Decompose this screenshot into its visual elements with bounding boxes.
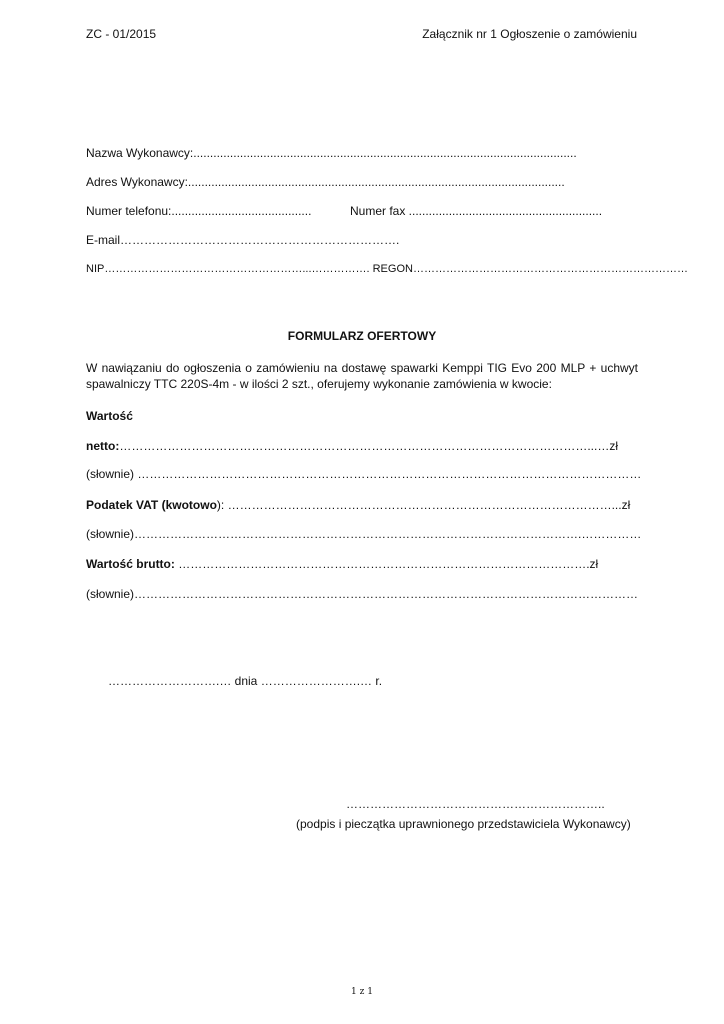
date-line: ……………………….… dnia …………………….… r. (108, 674, 383, 688)
contractor-address-field: Adres Wykonawcy:................................................................................................................. (86, 175, 565, 189)
net-value-heading: Wartość (86, 409, 133, 423)
attachment-title: Załącznik nr 1 Ogłoszenie o zamówieniu (422, 27, 637, 41)
email-field: E-mail……………………………………………………………. (86, 233, 400, 247)
net-value-label: netto: (86, 439, 120, 453)
vat-field (86, 498, 630, 512)
intro-paragraph: W nawiązaniu do ogłoszenia o zamówieniu na dostawę spawarki Kemppi TIG Evo 200 MLP + uchwyt spawalniczy TTC 220S-4m - w ilości 2 szt., oferujemy wykonanie zamówienia w kwocie: (86, 361, 638, 391)
net-value-dots: ………………………………………………………………………………………………………...…zł (119, 439, 618, 453)
net-value-words-field: (słownie) ……………………………………………………………………………………………………………… (86, 467, 642, 481)
vat-label: Podatek VAT (kwotowo (86, 498, 217, 512)
vat-dots: ): ……………………………………………………………………………………...zł (216, 498, 631, 512)
contractor-name-field: Nazwa Wykonawcy:................................................................................................................... (86, 146, 577, 160)
signature-line: ……………………………………………………….. (346, 797, 605, 811)
signature-caption: (podpis i pieczątka uprawnionego przedstawiciela Wykonawcy) (296, 817, 631, 831)
gross-value-field (86, 557, 598, 571)
gross-value-label: Wartość brutto: (86, 557, 175, 571)
vat-words-field: (słownie)………………………………………………………………………………………………….…………… (86, 527, 642, 541)
nip-regon-field: NIP………………………………………………...……………. REGON………………………………………………………………… (86, 263, 688, 275)
document-code: ZC - 01/2015 (86, 27, 157, 41)
fax-field: Numer fax .......................................................... (350, 204, 603, 218)
gross-value-dots: ………………………………………………………………………………………….zł (174, 557, 599, 571)
net-value-field (86, 439, 618, 453)
form-title: FORMULARZ OFERTOWY (287, 329, 437, 343)
page-number: 1 z 1 (351, 987, 373, 997)
gross-value-words-field: (słownie)……………………………………………………………………………………………………………… (86, 587, 639, 601)
phone-field: Numer telefonu:.......................................... (86, 204, 312, 218)
